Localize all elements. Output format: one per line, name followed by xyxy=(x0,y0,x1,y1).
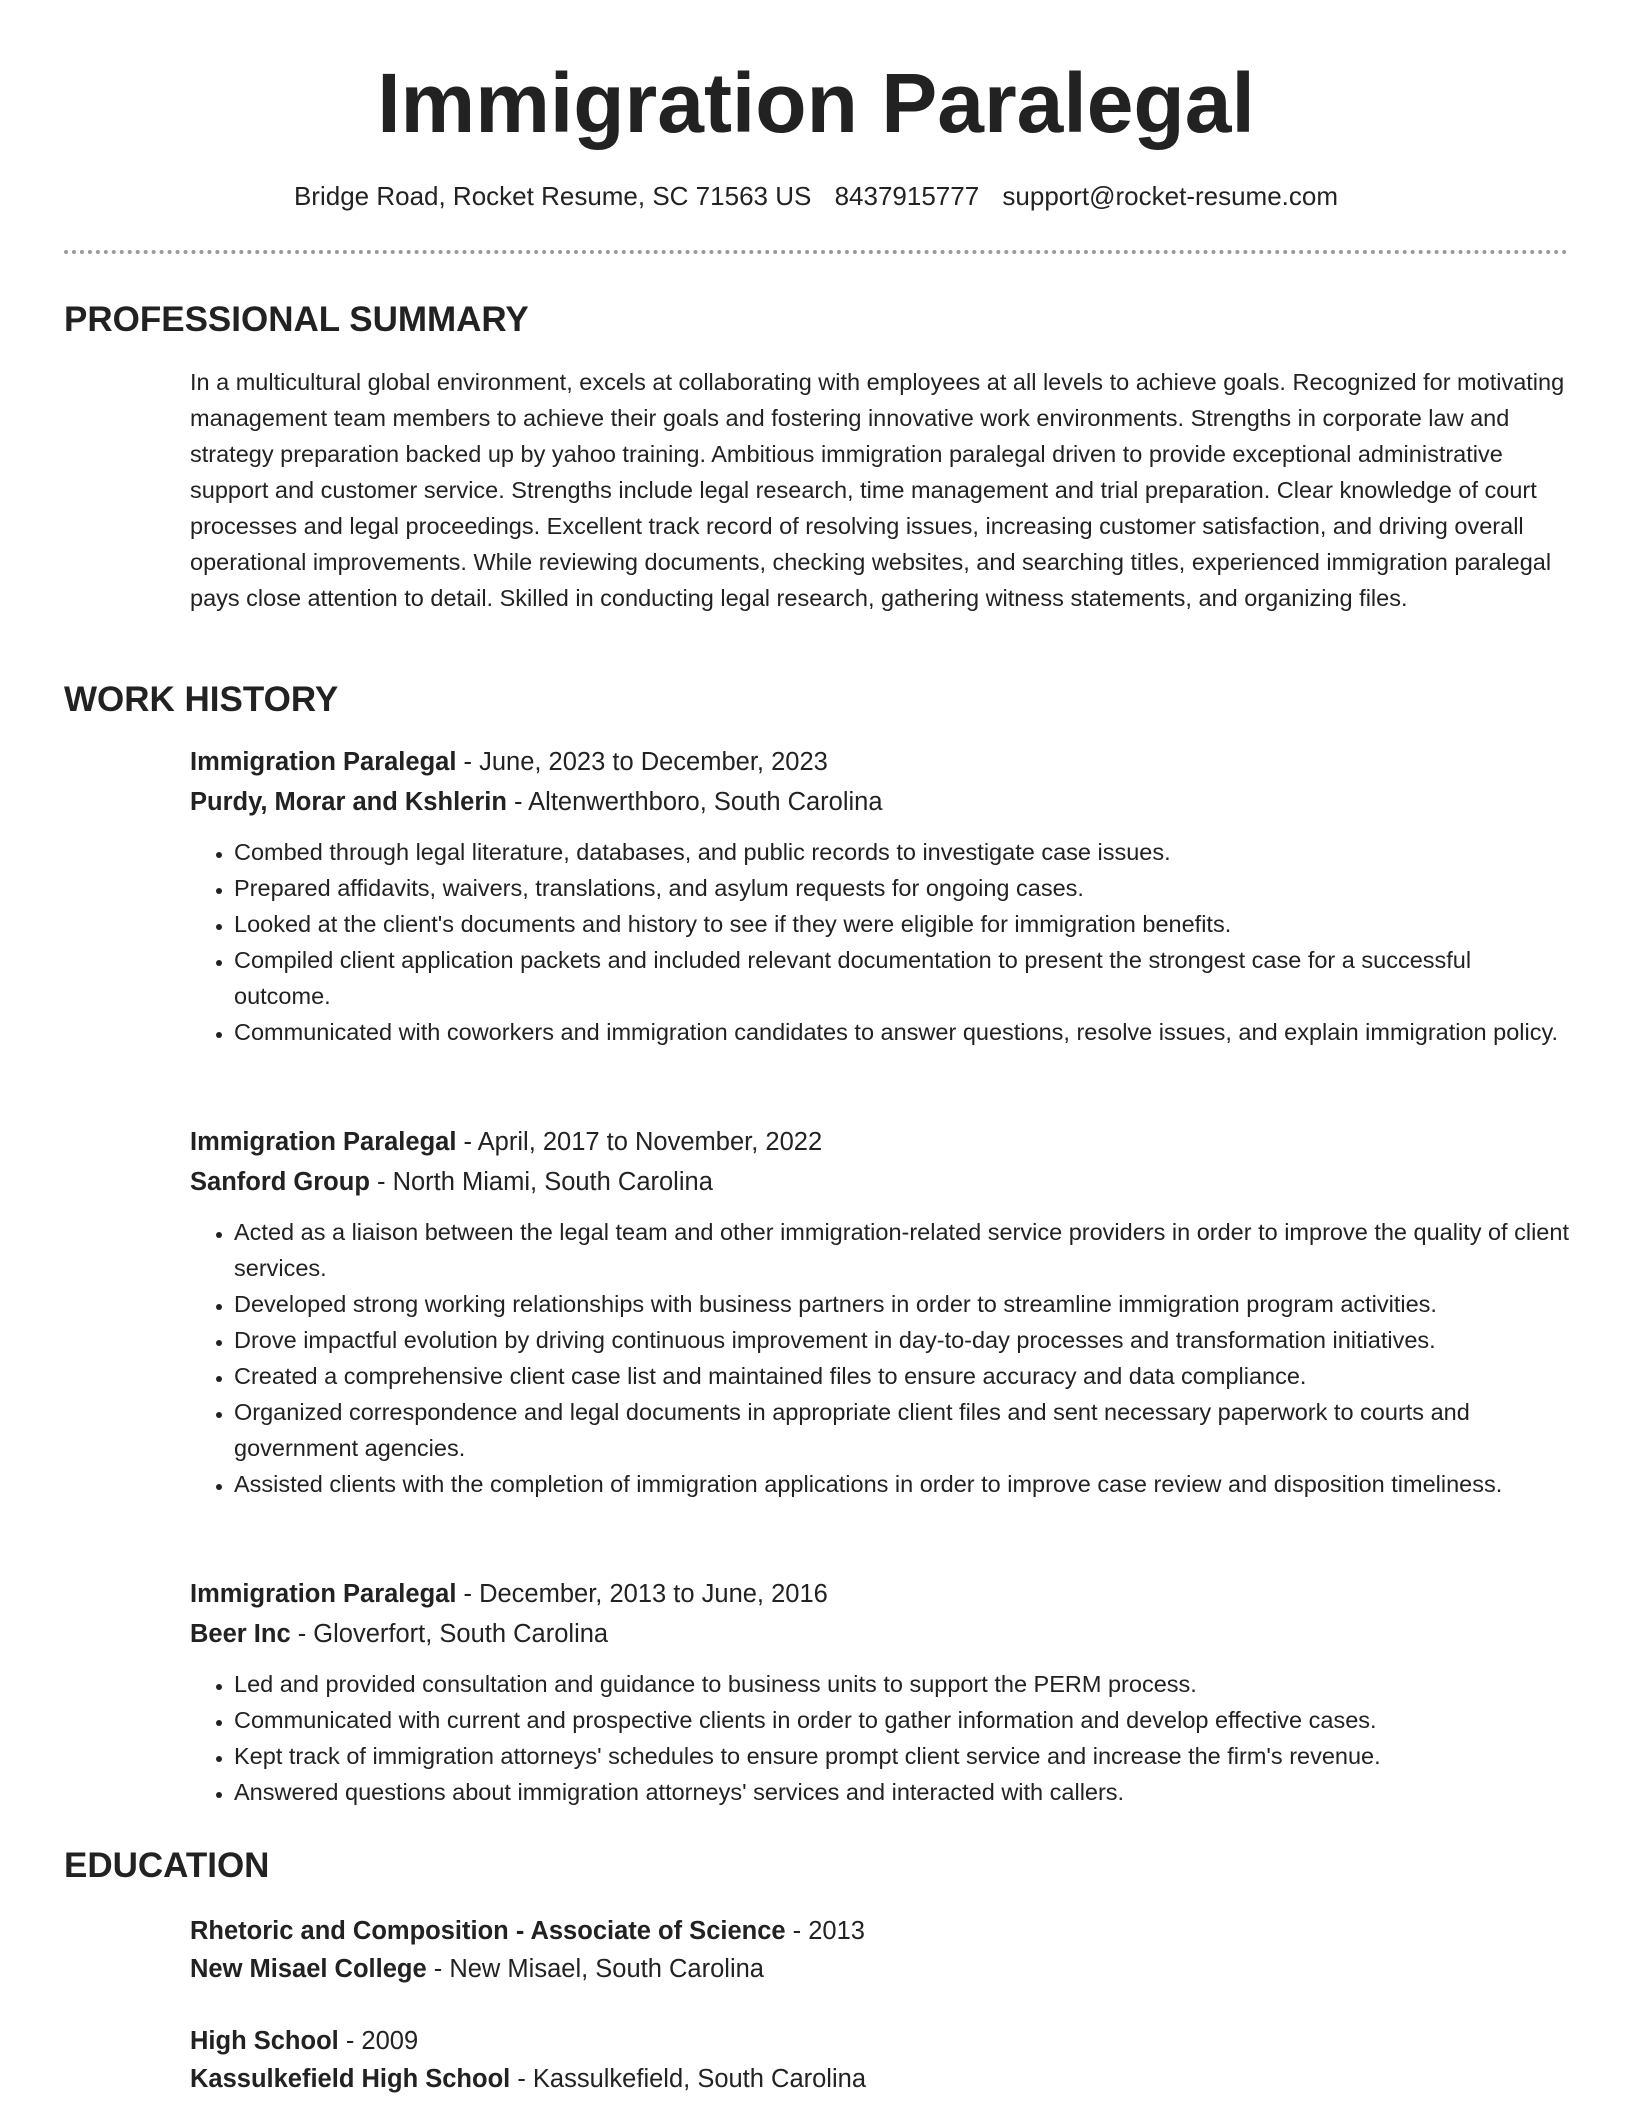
list-item: • Organized correspondence and legal documents in appropriate client files and sent necessary paperwork to courts and government agencies. xyxy=(234,1394,1570,1466)
education-location: - Kassulkefield, South Carolina xyxy=(510,2065,867,2093)
resume-name: Immigration Paralegal xyxy=(377,56,1255,150)
list-item: • Acted as a liaison between the legal team and other immigration-related service providers in order to improve the quality of client services. xyxy=(234,1214,1570,1286)
list-item: • Prepared affidavits, waivers, translations, and asylum requests for ongoing cases. xyxy=(234,870,1570,906)
job-title-line xyxy=(190,1574,1570,1614)
job-bullets xyxy=(190,1214,1570,1502)
education-school-line xyxy=(190,2060,1570,2098)
contact-line xyxy=(0,178,1632,214)
list-item: • Assisted clients with the completion of immigration applications in order to improve case review and disposition timeliness. xyxy=(234,1466,1570,1502)
education-degree-line xyxy=(190,1912,1570,1950)
list-item: • Drove impactful evolution by driving continuous improvement in day-to-day processes and transformation initiatives. xyxy=(234,1322,1570,1358)
job-bullets xyxy=(190,1666,1570,1810)
contact-address: Bridge Road, Rocket Resume, SC 71563 US xyxy=(293,181,812,211)
list-item: • Led and provided consultation and guidance to business units to support the PERM process. xyxy=(234,1666,1570,1702)
summary-heading: PROFESSIONAL SUMMARY xyxy=(64,300,529,339)
education-school-line xyxy=(190,1950,1570,1988)
education-year: - 2009 xyxy=(338,2027,419,2055)
education-entry-1 xyxy=(190,1912,1570,1988)
job-dates: - June, 2023 to December, 2023 xyxy=(456,748,828,776)
job-dates: - April, 2017 to November, 2022 xyxy=(456,1128,823,1156)
list-item: • Communicated with current and prospective clients in order to gather information and develop effective cases. xyxy=(234,1702,1570,1738)
job-entry-2 xyxy=(190,1122,1570,1502)
list-item: • Developed strong working relationships with business partners in order to streamline immigration program activities. xyxy=(234,1286,1570,1322)
job-location: - Altenwerthboro, South Carolina xyxy=(506,788,883,816)
education-school: New Misael College xyxy=(190,1955,427,1983)
contact-phone: 8437915777 xyxy=(834,181,980,211)
job-role: Immigration Paralegal xyxy=(190,748,457,776)
list-item: • Answered questions about immigration attorneys' services and interacted with callers. xyxy=(234,1774,1570,1810)
job-company: Sanford Group xyxy=(190,1168,370,1196)
summary-text: In a multicultural global environment, excels at collaborating with employees at all levels to achieve goals. Recognized for motivating management team members to achieve their goals and fostering innovative work environments. Strengths in corporate law and strategy preparation backed up by yahoo training. Ambitious immigration paralegal driven to provide exceptional administrative support and customer service. Strengths include legal research, time management and trial preparation. Clear knowledge of court processes and legal proceedings. Excellent track record of resolving issues, increasing customer satisfaction, and driving overall operational improvements. While reviewing documents, checking websites, and searching titles, experienced immigration paralegal pays close attention to detail. Skilled in conducting legal research, gathering witness statements, and organizing files. xyxy=(190,369,1565,611)
education-location: - New Misael, South Carolina xyxy=(426,1955,764,1983)
job-role: Immigration Paralegal xyxy=(190,1580,457,1608)
education-entry-2 xyxy=(190,2022,1570,2098)
work-history-heading: WORK HISTORY xyxy=(64,680,339,719)
job-entry-1 xyxy=(190,742,1570,1050)
job-company-line xyxy=(190,1162,1570,1202)
list-item: • Combed through legal literature, databases, and public records to investigate case issues. xyxy=(234,834,1570,870)
job-company-line xyxy=(190,782,1570,822)
education-degree-line xyxy=(190,2022,1570,2060)
job-company-line xyxy=(190,1614,1570,1654)
education-year: - 2013 xyxy=(785,1917,865,1945)
job-dates: - December, 2013 to June, 2016 xyxy=(456,1580,828,1608)
job-location: - North Miami, South Carolina xyxy=(369,1168,713,1196)
education-degree: High School xyxy=(190,2027,339,2055)
job-entry-3 xyxy=(190,1574,1570,1810)
contact-email[interactable]: support@rocket-resume.com xyxy=(1002,181,1339,211)
list-item: • Looked at the client's documents and history to see if they were eligible for immigration benefits. xyxy=(234,906,1570,942)
education-heading: EDUCATION xyxy=(64,1846,270,1885)
education-degree: Rhetoric and Composition - Associate of Science xyxy=(190,1917,786,1945)
job-role: Immigration Paralegal xyxy=(190,1128,457,1156)
list-item: • Created a comprehensive client case list and maintained files to ensure accuracy and data compliance. xyxy=(234,1358,1570,1394)
list-item: • Kept track of immigration attorneys' schedules to ensure prompt client service and increase the firm's revenue. xyxy=(234,1738,1570,1774)
job-company: Purdy, Morar and Kshlerin xyxy=(190,788,507,816)
job-location: - Gloverfort, South Carolina xyxy=(290,1620,609,1648)
header-divider xyxy=(64,250,1568,254)
job-bullets xyxy=(190,834,1570,1050)
job-title-line xyxy=(190,742,1570,782)
list-item: • Communicated with coworkers and immigration candidates to answer questions, resolve issues, and explain immigration policy. xyxy=(234,1014,1570,1050)
list-item: • Compiled client application packets and included relevant documentation to present the strongest case for a successful outcome. xyxy=(234,942,1570,1014)
job-company: Beer Inc xyxy=(190,1620,291,1648)
job-title-line xyxy=(190,1122,1570,1162)
education-school: Kassulkefield High School xyxy=(190,2065,511,2093)
